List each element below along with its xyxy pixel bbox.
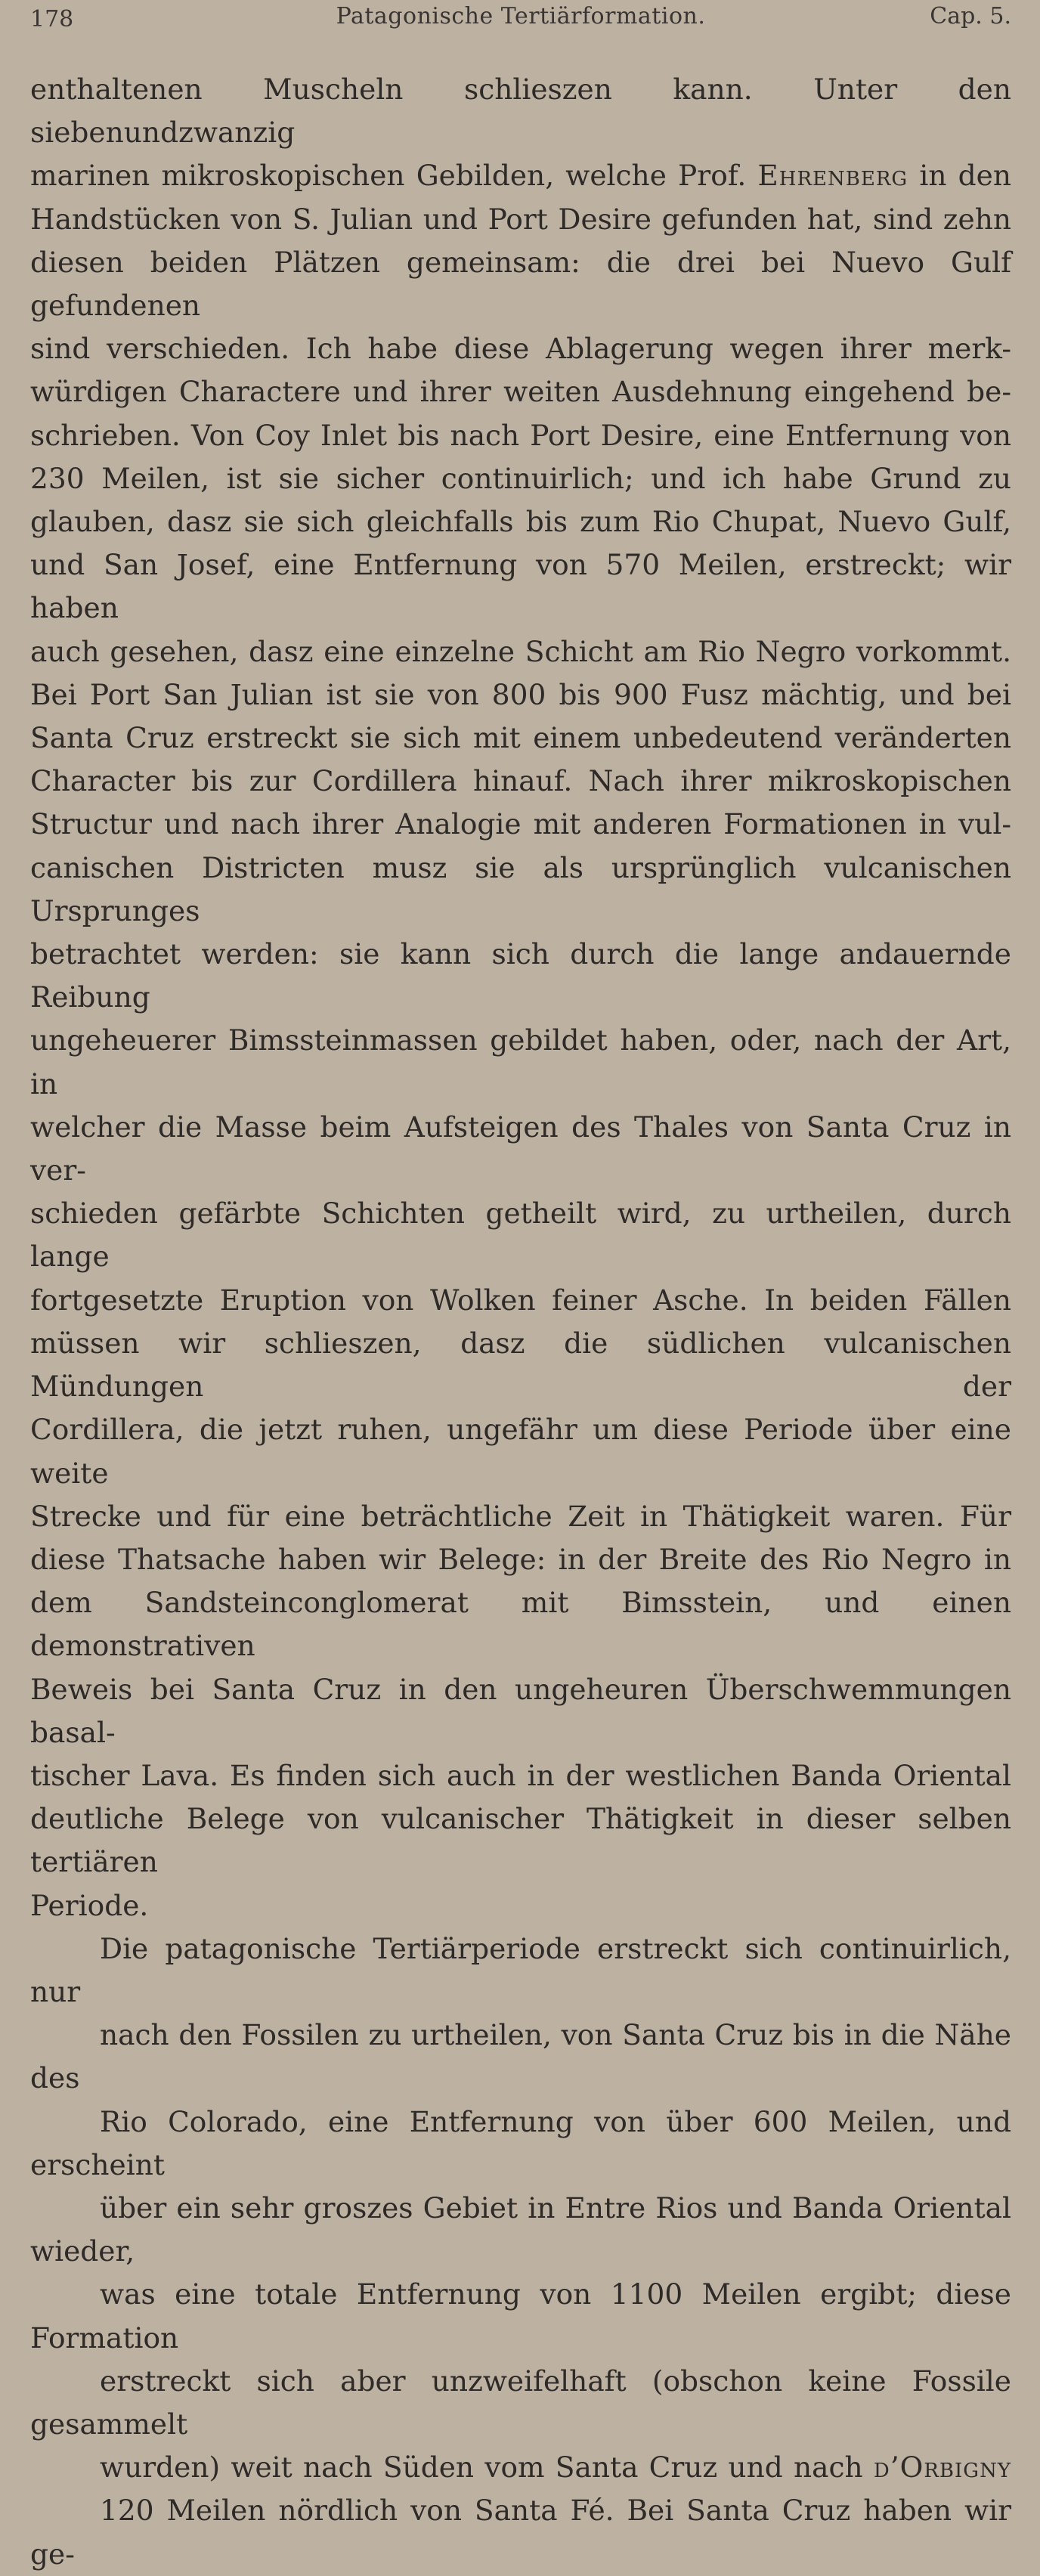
text-line (30, 1408, 1011, 1494)
text-run: nach den Fossilen zu urtheilen, von Santa Cruz bis in die Nähe des (30, 2018, 1011, 2095)
text-line (30, 1581, 1011, 1667)
text-run: Rio Colorado, eine Entfernung von über 600 Meilen, und erscheint (30, 2104, 1011, 2181)
text-line (30, 1495, 1011, 1538)
text-line (30, 2360, 1011, 2446)
small-caps-name: Ehrenberg (757, 159, 908, 193)
text-run: Bei Port San Julian ist sie von 800 bis 900 Fusz mächtig, und bei (30, 677, 1011, 711)
text-line (30, 1754, 1011, 1797)
text-line (30, 630, 1011, 673)
text-run: ungeheuerer Bimssteinmassen gebildet haben, oder, nach der Art, in (30, 1023, 1011, 1101)
text-run: dem Sandsteinconglomerat mit Bimsstein, und einen demonstrativen (30, 1586, 1011, 1663)
small-caps-name: d’Orbigny (873, 2451, 1011, 2485)
text-run: schrieben. Von Coy Inlet bis nach Port Desire, eine Entfernung von (30, 418, 1011, 452)
text-line (30, 68, 1011, 154)
text-line (30, 760, 1011, 803)
text-run: auch gesehen, dasz eine einzelne Schicht am Rio Negro vorkommt. (30, 634, 1011, 668)
paragraph (30, 1927, 1011, 2576)
text-run: in den (908, 159, 1012, 193)
text-run: Character bis zur Cordillera hinauf. Nach ihrer mikroskopischen (30, 764, 1011, 798)
text-line (30, 457, 1011, 500)
text-line (30, 2101, 1011, 2187)
text-run: tischer Lava. Es finden sich auch in der westlichen Banda Oriental (30, 1758, 1011, 1792)
text-run: glauben, dasz sie sich gleichfalls bis zum Rio Chupat, Nuevo Gulf, (30, 505, 1011, 539)
text-run: Die patagonische Tertiärperiode erstreckt sich continuirlich, nur (30, 1931, 1011, 2008)
text-line (30, 1192, 1011, 1278)
text-line (30, 1668, 1011, 1754)
text-line (30, 241, 1011, 327)
text-line (30, 803, 1011, 846)
text-run: erstreckt sich aber unzweifelhaft (obschon keine Fossile gesammelt (30, 2364, 1011, 2441)
text-line (30, 1797, 1011, 1884)
text-line (30, 198, 1011, 241)
text-run: müssen wir schlieszen, dasz die südlichen vulcanischen Mündungen der (30, 1326, 1011, 1404)
text-run: würdigen Charactere und ihrer weiten Ausdehnung eingehend be- (30, 375, 1011, 409)
text-run: Periode. (30, 1888, 149, 1922)
text-line (30, 847, 1011, 933)
text-run: diesen beiden Plätzen gemeinsam: die drei bei Nuevo Gulf gefundenen (30, 245, 1011, 323)
text-line (30, 414, 1011, 457)
chapter-label: Cap. 5. (930, 3, 1011, 29)
text-run: 230 Meilen, ist sie sicher continuirlich; und ich habe Grund zu (30, 461, 1011, 495)
text-run: 120 Meilen nördlich von Santa Fé. Bei Santa Cruz haben wir ge- (30, 2494, 1011, 2571)
text-line (30, 2273, 1011, 2359)
text-run: und San Josef, eine Entfernung von 570 Meilen, erstreckt; wir haben (30, 548, 1011, 625)
text-run: was eine totale Entfernung von 1100 Meilen ergibt; diese Formation (30, 2277, 1011, 2355)
text-run: welcher die Masse beim Aufsteigen des Thales von Santa Cruz in ver- (30, 1110, 1011, 1187)
text-line (30, 1279, 1011, 1322)
text-run: Beweis bei Santa Cruz in den ungeheuren Überschwemmungen basal- (30, 1672, 1011, 1749)
text-run: über ein sehr groszes Gebiet in Entre Rios und Banda Oriental wieder, (30, 2191, 1011, 2268)
text-run: wurden) weit nach Süden vom Santa Cruz und nach (100, 2451, 874, 2485)
text-line (30, 933, 1011, 1019)
text-run: fortgesetzte Eruption von Wolken feiner Asche. In beiden Fällen (30, 1283, 1011, 1317)
text-line (30, 1538, 1011, 1581)
text-run: betrachtet werden: sie kann sich durch die lange andauernde Reibung (30, 937, 1011, 1014)
text-run: sind verschieden. Ich habe diese Ablagerung wegen ihrer merk- (30, 332, 1011, 366)
text-run: enthaltenen Muscheln schlieszen kann. Unter den siebenundzwanzig (30, 73, 1011, 150)
text-run: Structur und nach ihrer Analogie mit anderen Formationen in vul- (30, 807, 1011, 841)
text-line (30, 327, 1011, 370)
text-run: marinen mikroskopischen Gebilden, welche Prof. (30, 159, 758, 193)
running-title: Patagonische Tertiärformation. (336, 3, 706, 29)
text-line (30, 154, 1011, 197)
text-run: Cordillera, die jetzt ruhen, ungefähr um diese Periode über eine weite (30, 1413, 1011, 1490)
text-line (30, 1927, 1011, 2014)
text-run: Santa Cruz erstreckt sie sich mit einem unbedeutend veränderten (30, 721, 1011, 755)
text-line (30, 2187, 1011, 2273)
text-line (30, 543, 1011, 630)
text-run: diese Thatsache haben wir Belege: in der Breite des Rio Negro in (30, 1542, 1011, 1576)
text-run: Handstücken von S. Julian und Port Desire gefunden hat, sind zehn (30, 202, 1011, 236)
text-line (30, 1322, 1011, 1408)
text-line (30, 1106, 1011, 1192)
paragraph (30, 68, 1011, 1927)
text-line (30, 717, 1011, 760)
text-line (30, 2446, 1011, 2489)
running-head (30, 0, 1011, 45)
page-number: 178 (30, 6, 74, 33)
text-line (30, 673, 1011, 717)
text-run: Strecke und für eine beträchtliche Zeit in Thätigkeit waren. Für (30, 1499, 1011, 1533)
text-line (30, 370, 1011, 413)
text-line (30, 2489, 1011, 2575)
text-run: deutliche Belege von vulcanischer Thätigkeit in dieser selben tertiären (30, 1802, 1011, 1879)
text-line (30, 1019, 1011, 1105)
text-line (30, 500, 1011, 543)
text-run: canischen Districten musz sie als ursprünglich vulcanischen Ursprunges (30, 850, 1011, 927)
text-line (30, 1884, 1011, 1927)
text-line (30, 2014, 1011, 2100)
text-run: schieden gefärbte Schichten getheilt wird, zu urtheilen, durch lange (30, 1197, 1011, 1274)
body-text (30, 68, 1011, 2576)
